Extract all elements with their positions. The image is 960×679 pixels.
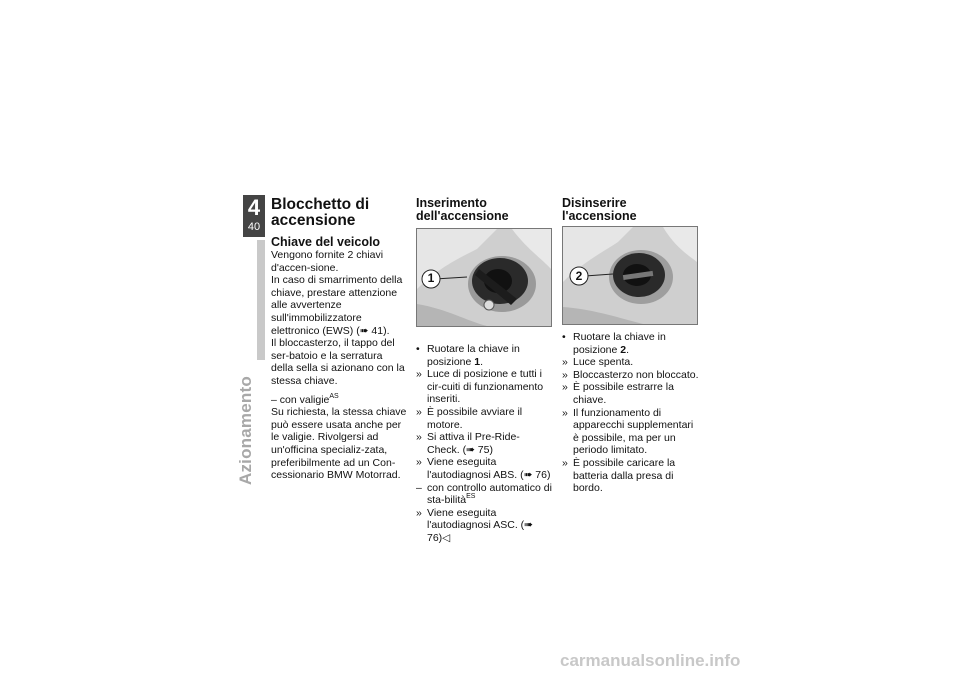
paragraph-same-key: Il bloccasterzo, il tappo del ser-batoio e la serratura della sella si azionano con la stessa chiave.: [271, 337, 405, 387]
list-item: » Luce spenta.: [562, 356, 634, 369]
option-code: AS: [329, 392, 339, 400]
list-item: » È possibile caricare la batteria dalla presa di bordo.: [562, 456, 676, 495]
list-item: » Luce di posizione e tutti i cir-cuiti di funzionamento inseriti.: [416, 368, 544, 406]
section-label: [232, 360, 262, 490]
ignition-on-photo: [416, 228, 552, 327]
list-item: » Il funzionamento di apparecchi supplementari è possibile, ma per un periodo limitato.: [562, 406, 694, 457]
list-item: » Si attiva il Pre-Ride-Check. (➠ 75): [416, 431, 520, 456]
section-title: Azionamento: [236, 376, 255, 485]
paragraph-keys-supplied: Vengono fornite 2 chiavi d'accen-sione.: [271, 249, 384, 274]
column-key: [271, 197, 407, 482]
steps-ignition-off: [562, 331, 700, 495]
callout-2: 2: [575, 269, 583, 283]
paragraph-cases-key: Su richiesta, la stessa chiave può essere usata anche per le valigie. Rivolgersi ad un'officina specializ-zata, preferibilmente ad un Con-cessionario BMW Motorrad.: [271, 406, 407, 482]
column-ignition-off: [562, 197, 700, 495]
ignition-on-illustration: [417, 229, 551, 326]
list-item: • Ruotare la chiave in posizione 1.: [416, 343, 520, 368]
watermark: carmanualsonline.info: [560, 651, 741, 670]
option-label: – con valigie: [271, 393, 330, 406]
column-ignition-on: [416, 197, 552, 545]
ignition-off-photo: [562, 226, 698, 325]
chapter-number: 4: [247, 195, 261, 220]
steps-ignition-on: [416, 343, 552, 545]
list-item: » Viene eseguita l'autodiagnosi ASC. (➠ 76)◁: [416, 506, 533, 544]
page-number: 40: [247, 221, 261, 233]
paragraph-lost-key: In caso di smarrimento della chiave, prestare attenzione alle avvertenze sull'immobilizzatore elettronico (EWS) (➠ 41).: [271, 274, 403, 337]
section-title-ignition-off: Disinserire l'accensione: [562, 196, 637, 223]
list-item: • Ruotare la chiave in posizione 2.: [562, 331, 666, 356]
list-item: » Viene eseguita l'autodiagnosi ABS. (➠ 76): [416, 456, 551, 481]
list-item: » Bloccasterzo non bloccato.: [562, 368, 699, 381]
list-item: – con controllo automatico di sta-bilità$^{ES}$: [416, 481, 552, 507]
chapter-tab: [243, 195, 265, 237]
page-title: Blocchetto di accensione: [271, 196, 370, 229]
subtitle-vehicle-key: Chiave del veicolo: [271, 235, 381, 249]
list-item: » È possibile avviare il motore.: [416, 405, 523, 431]
chapter-bar: [257, 240, 265, 360]
section-title-ignition-on: Inserimento dell'accensione: [416, 196, 509, 223]
list-item: » È possibile estrarre la chiave.: [562, 381, 674, 406]
callout-1: 1: [427, 271, 435, 285]
option-cases: [271, 394, 407, 407]
